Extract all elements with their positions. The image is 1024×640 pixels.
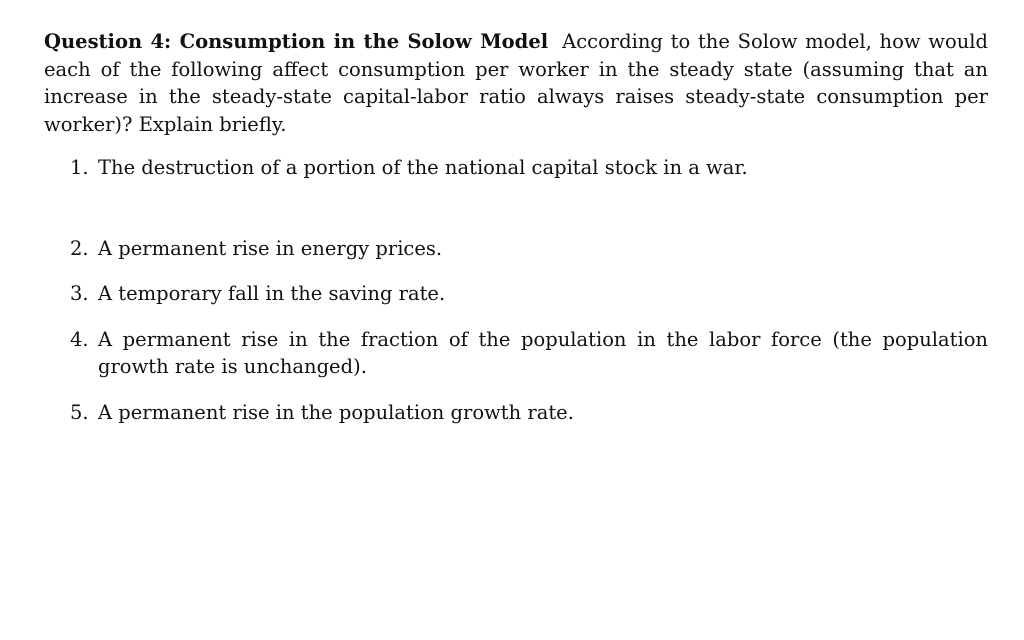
question-items-list	[44, 154, 988, 426]
list-item	[44, 154, 988, 182]
list-item	[44, 399, 988, 427]
item-number: 1.	[70, 156, 89, 179]
item-text: A temporary fall in the saving rate.	[98, 282, 446, 305]
list-item	[44, 235, 988, 263]
item-text: A permanent rise in the population growth rate.	[98, 400, 574, 424]
question-prompt: According to the Solow model, how would each of the following affect consumption per worker in the steady state (assuming that an increase in the steady-state capital-labor ratio always raises steady-state consumption per worker)? Explain briefly.	[44, 30, 988, 136]
list-item	[44, 280, 988, 308]
question-intro	[44, 28, 988, 138]
list-item	[44, 326, 988, 381]
item-number: 2.	[70, 236, 89, 260]
question-document	[44, 28, 988, 444]
item-text: The destruction of a portion of the national capital stock in a war.	[98, 156, 748, 179]
item-number: 4.	[70, 327, 89, 351]
item-number: 5.	[70, 400, 89, 424]
item-text: A permanent rise in energy prices.	[98, 236, 443, 260]
question-title: Question 4: Consumption in the Solow Model	[44, 30, 549, 53]
item-number: 3.	[70, 282, 89, 305]
item-text: A permanent rise in the fraction of the population in the labor force (the population growth rate is unchanged).	[98, 327, 988, 378]
